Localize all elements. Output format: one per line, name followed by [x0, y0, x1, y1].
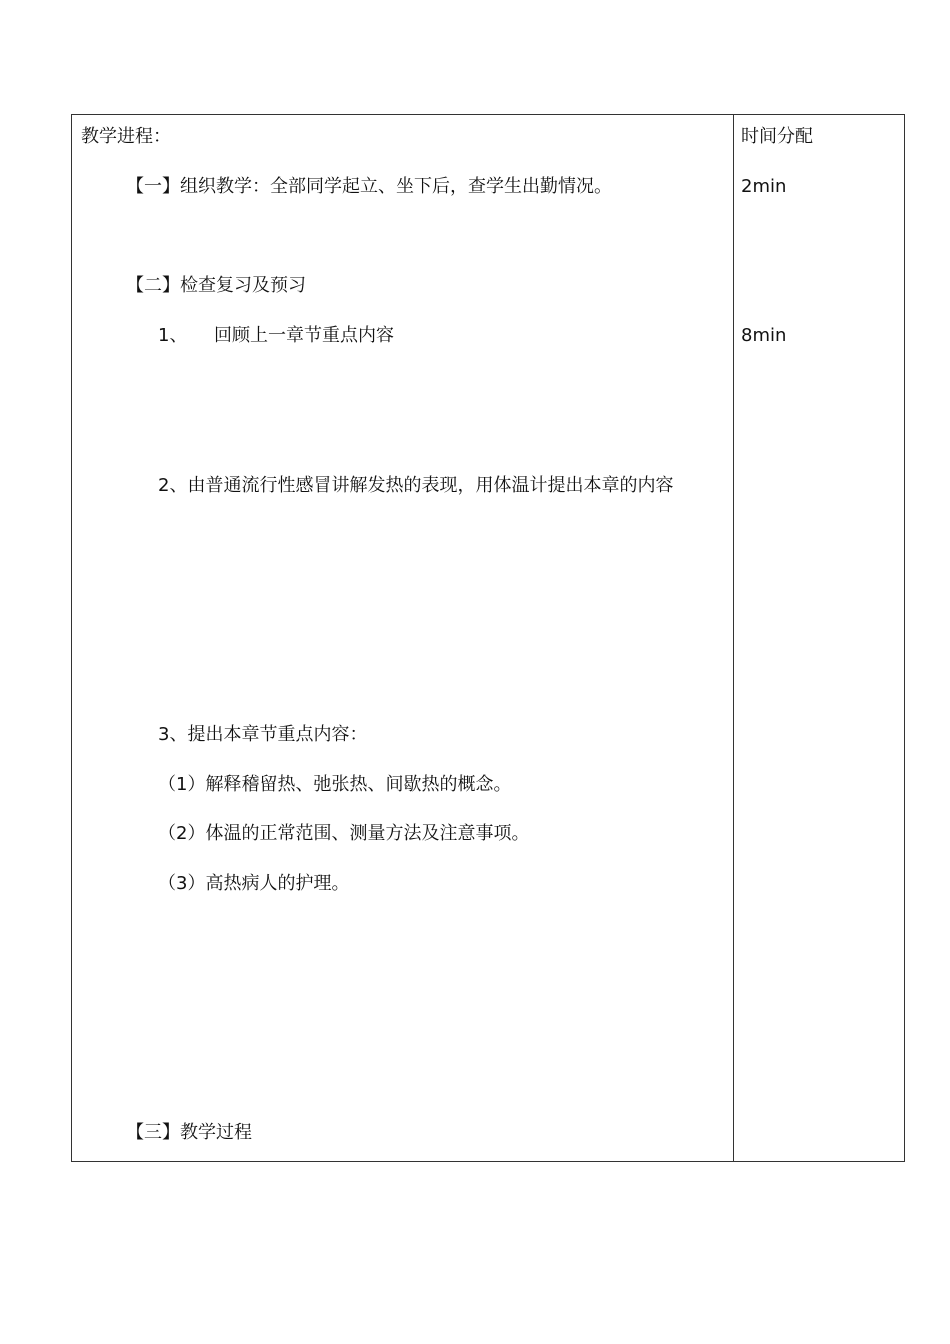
- item-3: 3、提出本章节重点内容：: [158, 724, 368, 745]
- point-3: （3）高热病人的护理。: [158, 873, 350, 894]
- time-8min: 8min: [741, 325, 787, 346]
- item-1-number: 1、: [158, 325, 188, 346]
- section-teaching: 【三】教学过程: [126, 1122, 252, 1143]
- process-header: 教学进程：: [81, 126, 171, 147]
- item-2: 2、由普通流行性感冒讲解发热的表现，用体温计提出本章的内容: [158, 475, 674, 496]
- section-organize: 【一】组织教学：全部同学起立、坐下后，查学生出勤情况。: [126, 176, 612, 197]
- item-1-text: 回顾上一章节重点内容: [214, 325, 394, 346]
- point-2: （2）体温的正常范围、测量方法及注意事项。: [158, 823, 530, 844]
- time-2min: 2min: [741, 176, 787, 197]
- column-divider: [733, 115, 734, 1161]
- time-header: 时间分配: [741, 126, 813, 147]
- point-1: （1）解释稽留热、弛张热、间歇热的概念。: [158, 774, 512, 795]
- section-review: 【二】检查复习及预习: [126, 275, 306, 296]
- lesson-table: [71, 114, 905, 1162]
